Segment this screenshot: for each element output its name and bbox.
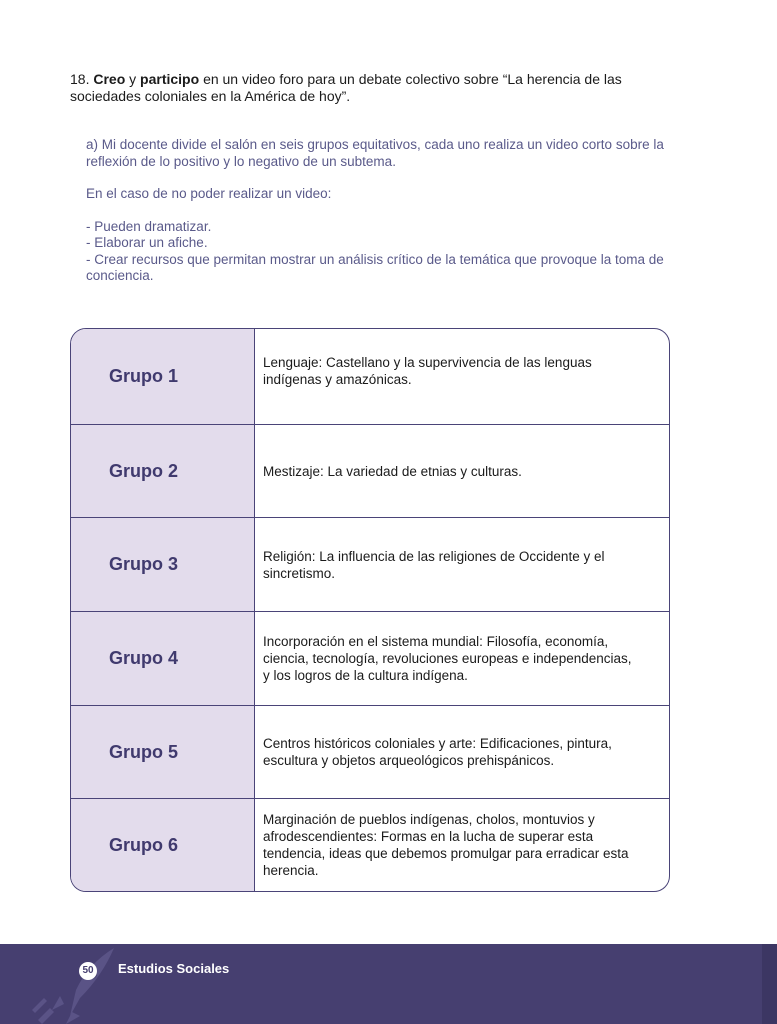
instruction-item-a: a) Mi docente divide el salón en seis grupos equitativos, cada uno realiza un video corto sobre la reflexión de lo positivo y lo negativo de un subtema. — [86, 137, 664, 169]
group-topic: Marginación de pueblos indígenas, cholos, montuvios y afrodescendientes: Formas en la lucha de superar esta tendencia, ideas que debemos promulgar para erradicar esta herencia. — [263, 812, 629, 878]
alternative-intro: En el caso de no poder realizar un video: — [86, 186, 332, 201]
table-row — [71, 705, 669, 798]
question-conjunction: y — [129, 71, 137, 87]
group-name: Grupo 4 — [71, 612, 255, 705]
group-topic: Mestizaje: La variedad de etnias y culturas. — [263, 463, 522, 479]
group-name: Grupo 1 — [71, 329, 255, 424]
page-number: 50 — [79, 962, 97, 980]
table-row — [71, 517, 669, 611]
question-number: 18. — [70, 71, 90, 87]
page-footer — [0, 944, 777, 1024]
group-name: Grupo 6 — [71, 799, 255, 891]
table-row — [71, 424, 669, 517]
groups-table — [70, 328, 670, 892]
question-verb-creo: Creo — [93, 71, 126, 87]
group-topic: Lenguaje: Castellano y la supervivencia de las lenguas indígenas y amazónicas. — [263, 355, 592, 387]
rocket-icon — [30, 944, 120, 1024]
question-text: en un video foro para un debate colectivo sobre “La herencia de las sociedades coloniales en la América de hoy”. — [70, 71, 622, 104]
table-row — [71, 611, 669, 705]
group-topic: Incorporación en el sistema mundial: Filosofía, economía, ciencia, tecnología, revoluciones europeas e independencias, y los logros de la cultura indígena. — [263, 634, 632, 683]
group-name: Grupo 2 — [71, 425, 255, 517]
footer-side-strip — [762, 944, 777, 1024]
alternative-option: - Crear recursos que permitan mostrar un análisis crítico de la temática que provoque la toma de conciencia. — [86, 251, 664, 283]
group-name: Grupo 3 — [71, 518, 255, 611]
table-row — [71, 329, 669, 424]
subject-title: Estudios Sociales — [118, 961, 230, 976]
group-topic: Religión: La influencia de las religiones de Occidente y el sincretismo. — [263, 548, 605, 581]
alternative-option: - Pueden dramatizar. — [86, 218, 212, 234]
group-topic: Centros históricos coloniales y arte: Edificaciones, pintura, escultura y objetos arqueológicos prehispánicos. — [263, 736, 612, 768]
instructions-block — [86, 137, 666, 285]
group-name: Grupo 5 — [71, 706, 255, 798]
question-verb-participo: participo — [140, 71, 200, 87]
alternative-option: - Elaborar un afiche. — [86, 235, 208, 250]
activity-question — [70, 71, 670, 105]
table-row — [71, 798, 669, 891]
